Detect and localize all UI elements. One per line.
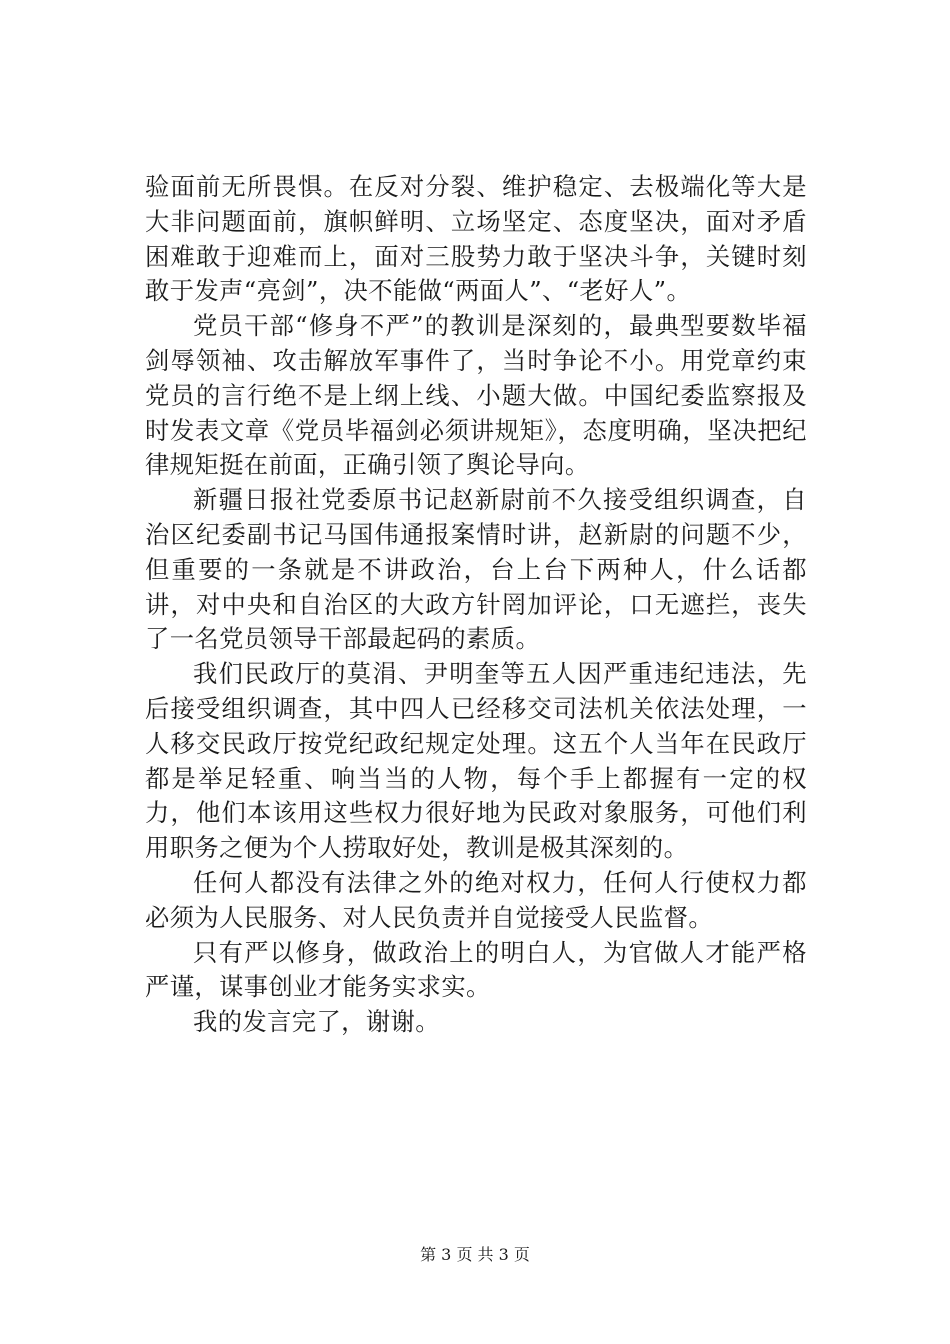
paragraph-7: 我的发言完了，谢谢。 bbox=[193, 1007, 440, 1037]
paragraph-4: 我们民政厅的莫涓、尹明奎等五人因严重违纪违法，先后接受组织调查，其中四人已经移交司法机关依法处理，一人移交民政厅按党纪政纪规定处理。这五个人当年在民政厅都是举足轻重、响当当的人物，每个手上都握有一定的权力，他们本该用这些权力很好地为民政对象服务，可他们利用职务之便为个人捞取好处，教训是极其深刻的。 bbox=[145, 659, 807, 863]
document-body bbox=[145, 170, 807, 1040]
paragraph-6: 只有严以修身，做政治上的明白人，为官做人才能严格严谨，谋事创业才能务实求实。 bbox=[145, 937, 807, 1002]
paragraph-5: 任何人都没有法律之外的绝对权力，任何人行使权力都必须为人民服务、对人民负责并自觉接受人民监督。 bbox=[145, 867, 807, 932]
page-number-footer: 第 3 页 共 3 页 bbox=[420, 1245, 530, 1264]
paragraph-2: 党员干部“修身不严”的教训是深刻的，最典型要数毕福剑辱领袖、攻击解放军事件了，当时争论不小。用党章约束党员的言行绝不是上纲上线、小题大做。中国纪委监察报及时发表文章《党员毕福剑必须讲规矩》，态度明确，坚决把纪律规矩挺在前面，正确引领了舆论导向。 bbox=[145, 311, 807, 480]
paragraph-3: 新疆日报社党委原书记赵新尉前不久接受组织调查，自治区纪委副书记马国伟通报案情时讲，赵新尉的问题不少，但重要的一条就是不讲政治，台上台下两种人，什么话都讲，对中央和自治区的大政方针罔加评论，口无遮拦，丧失了一名党员领导干部最起码的素质。 bbox=[145, 485, 807, 654]
paragraph-1: 验面前无所畏惧。在反对分裂、维护稳定、去极端化等大是大非问题面前，旗帜鲜明、立场坚定、态度坚决，面对矛盾困难敢于迎难而上，面对三股势力敢于坚决斗争，关键时刻敢于发声“亮剑”，决不能做“两面人”、“老好人”。 bbox=[145, 172, 807, 306]
